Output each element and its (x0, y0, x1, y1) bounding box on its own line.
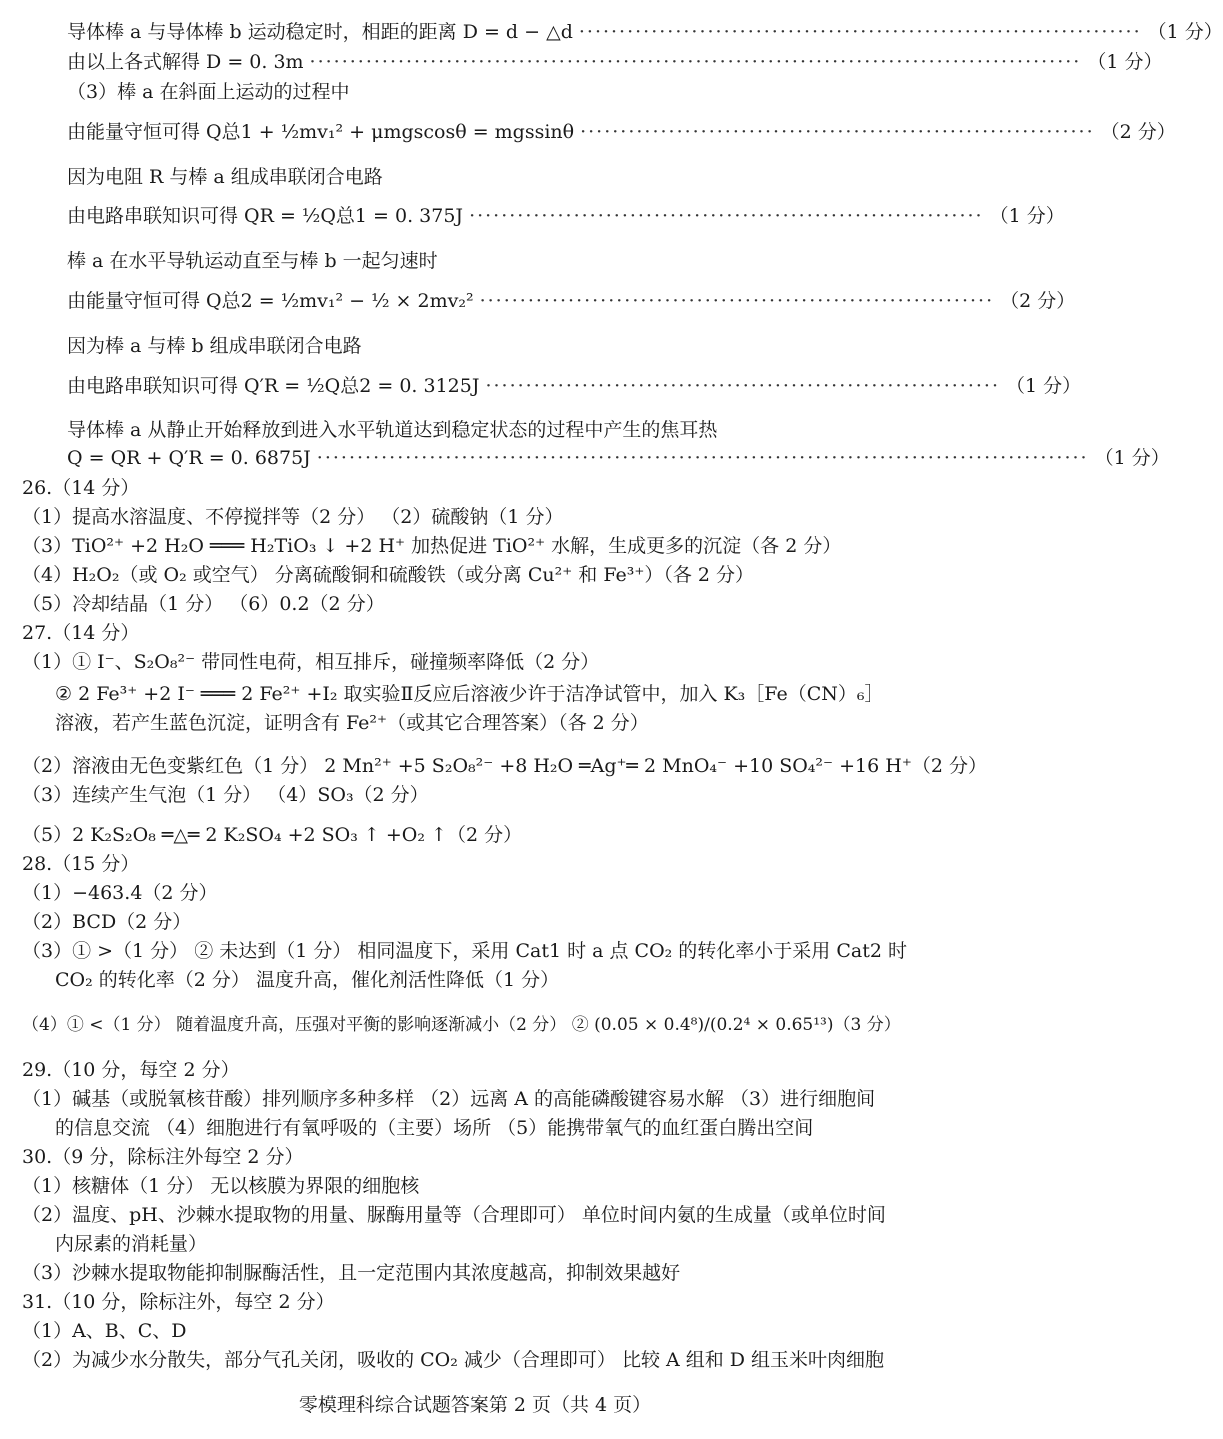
line-text: （3）沙棘水提取物能抑制脲酶活性，且一定范围内其浓度越高，抑制效果越好 (22, 1262, 681, 1284)
line-text: （1）A、B、C、D (22, 1320, 187, 1342)
line-14 (0, 503, 950, 531)
line-32 (0, 1085, 950, 1113)
line-text: （5）冷却结晶（1 分） （6）0.2（2 分） (22, 593, 385, 615)
line-text: （1）碱基（或脱氧核苷酸）排列顺序多种多样 （2）远离 A 的高能磷酸键容易水解 （3）进行细胞间 (22, 1088, 876, 1110)
line-1 (0, 18, 1223, 46)
line-30 (0, 1010, 950, 1039)
line-39 (0, 1288, 950, 1316)
line-text: 29.（10 分，每空 2 分） (22, 1059, 240, 1081)
line-40 (0, 1317, 950, 1345)
line-points: （1 分） (1087, 51, 1163, 73)
line-text: 因为棒 a 与棒 b 组成串联闭合电路 (67, 335, 362, 357)
line-text: 因为电阻 R 与棒 a 组成串联闭合电路 (67, 166, 383, 188)
line-26 (0, 879, 950, 907)
line-23 (0, 781, 950, 809)
line-points: （1 分） (1005, 375, 1082, 397)
line-text: （2）BCD（2 分） (22, 911, 192, 933)
line-3 (0, 78, 950, 106)
line-12 (0, 444, 1170, 472)
line-6 (0, 202, 1065, 230)
line-text: （4）① <（1 分） 随着温度升高，压强对平衡的影响逐渐减小（2 分） ② (0.05 × 0.4⁸)/(0.2⁴ × 0.65¹³)（3 分） (22, 1015, 901, 1035)
line-text: 由电路串联知识可得 QR = ½Q总1 = 0. 375J (67, 205, 464, 227)
line-text: CO₂ 的转化率（2 分） 温度升高，催化剂活性降低（1 分） (55, 969, 560, 991)
line-16 (0, 561, 950, 589)
line-31 (0, 1056, 950, 1084)
line-text: 31.（10 分，除标注外，每空 2 分） (22, 1291, 335, 1313)
line-27 (0, 908, 950, 936)
dot-leader: ································································ (469, 205, 984, 227)
line-36 (0, 1201, 950, 1229)
line-25 (0, 850, 950, 878)
dot-leader: ································································································ (309, 51, 1082, 73)
line-text: （2）温度、pH、沙棘水提取物的用量、脲酶用量等（合理即可） 单位时间内氨的生成量（或单位时间 (22, 1204, 886, 1226)
line-text: （3）① >（1 分） ② 未达到（1 分） 相同温度下，采用 Cat1 时 a 点 CO₂ 的转化率小于采用 Cat2 时 (22, 940, 907, 962)
line-20 (0, 680, 950, 708)
line-24 (0, 821, 950, 849)
line-15 (0, 532, 950, 560)
line-text: 26.（14 分） (22, 477, 140, 499)
line-text: （4）H₂O₂（或 O₂ 或空气） 分离硫酸铜和硫酸铁（或分离 Cu²⁺ 和 Fe³⁺）（各 2 分） (22, 564, 755, 586)
line-points: （2 分） (1000, 290, 1076, 312)
line-text: （1）−463.4（2 分） (22, 882, 218, 904)
dot-leader: ································································ (479, 290, 995, 312)
line-13 (0, 474, 950, 502)
line-text: 的信息交流 （4）细胞进行有氧呼吸的（主要）场所 （5）能携带氧气的血红蛋白腾出空间 (55, 1117, 814, 1139)
line-text: （3）TiO²⁺ +2 H₂O ═══ H₂TiO₃ ↓ +2 H⁺ 加热促进 TiO²⁺ 水解，生成更多的沉淀（各 2 分） (22, 535, 842, 557)
line-text: 溶液，若产生蓝色沉淀，证明含有 Fe²⁺（或其它合理答案）（各 2 分） (55, 712, 649, 734)
line-points: （2 分） (1100, 121, 1176, 143)
line-text: 导体棒 a 从静止开始释放到进入水平轨道达到稳定状态的过程中产生的焦耳热 (67, 419, 718, 441)
line-text: Q = QR + Q′R = 0. 6875J (67, 447, 311, 469)
line-text: （2）溶液由无色变紫红色（1 分） 2 Mn²⁺ +5 S₂O₈²⁻ +8 H₂O ═Ag⁺═ 2 MnO₄⁻ +10 SO₄²⁻ +16 H⁺（2 分） (22, 755, 987, 777)
line-text: （1）提高水溶温度、不停搅拌等（2 分） （2）硫酸钠（1 分） (22, 506, 564, 528)
line-10 (0, 372, 1082, 400)
line-5 (0, 163, 950, 191)
line-text: 导体棒 a 与导体棒 b 运动稳定时，相距的距离 D = d − △d (67, 21, 573, 43)
line-text: 由电路串联知识可得 Q′R = ½Q总2 = 0. 3125J (67, 375, 480, 397)
line-text: 28.（15 分） (22, 853, 140, 875)
line-22 (0, 752, 987, 780)
dot-leader: ································································································ (316, 447, 1089, 469)
line-41 (0, 1346, 950, 1374)
line-text: （2）为减少水分散失，部分气孔关闭，吸收的 CO₂ 减少（合理即可） 比较 A 组和 D 组玉米叶肉细胞 (22, 1349, 885, 1371)
line-text: （3）棒 a 在斜面上运动的过程中 (67, 81, 350, 103)
line-38 (0, 1259, 950, 1287)
line-text: （1）核糖体（1 分） 无以核膜为界限的细胞核 (22, 1175, 420, 1197)
line-text: （3）连续产生气泡（1 分） （4）SO₃（2 分） (22, 784, 429, 806)
line-text: 棒 a 在水平导轨运动直至与棒 b 一起匀速时 (67, 250, 438, 272)
line-19 (0, 648, 950, 676)
line-28 (0, 937, 950, 965)
line-text: 由能量守恒可得 Q总1 + ½mv₁² + μmgscosθ = mgssinθ (67, 121, 575, 143)
line-points: （1 分） (1147, 21, 1223, 43)
line-9 (0, 332, 950, 360)
line-points: （1 分） (989, 205, 1065, 227)
line-text: ② 2 Fe³⁺ +2 I⁻ ═══ 2 Fe²⁺ +I₂ 取实验Ⅱ反应后溶液少许于洁净试管中，加入 K₃［Fe（CN）₆］ (55, 683, 884, 705)
line-8 (0, 287, 1076, 315)
line-11 (0, 416, 950, 444)
page-footer: 零模理科综合试题答案第 2 页（共 4 页） (298, 1394, 652, 1416)
dot-leader: ······································································ (578, 21, 1142, 43)
line-text: （5）2 K₂S₂O₈ ═△═ 2 K₂SO₄ +2 SO₃ ↑ +O₂ ↑（2 分） (22, 824, 523, 846)
line-37 (0, 1230, 950, 1258)
line-text: 由能量守恒可得 Q总2 = ½mv₁² − ½ × 2mv₂² (67, 290, 474, 312)
line-text: 内尿素的消耗量） (55, 1233, 208, 1255)
line-text: 由以上各式解得 D = 0. 3m (67, 51, 304, 73)
line-34 (0, 1143, 950, 1171)
line-4 (0, 118, 1176, 146)
line-points: （1 分） (1094, 447, 1170, 469)
dot-leader: ································································ (485, 375, 1000, 397)
line-21 (0, 709, 950, 737)
line-33 (0, 1114, 950, 1142)
line-7 (0, 247, 950, 275)
line-18 (0, 619, 950, 647)
line-29 (0, 966, 950, 994)
line-2 (0, 48, 1163, 76)
dot-leader: ································································ (580, 121, 1095, 143)
line-text: （1）① I⁻、S₂O₈²⁻ 带同性电荷，相互排斥，碰撞频率降低（2 分） (22, 651, 600, 673)
line-text: 30.（9 分，除标注外每空 2 分） (22, 1146, 304, 1168)
line-35 (0, 1172, 950, 1200)
line-text: 27.（14 分） (22, 622, 140, 644)
line-17 (0, 590, 950, 618)
